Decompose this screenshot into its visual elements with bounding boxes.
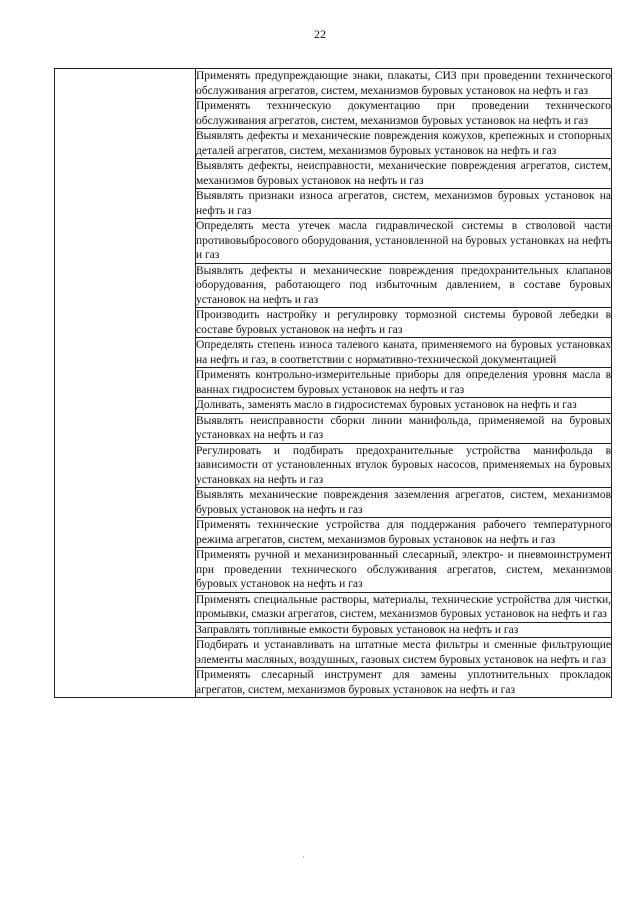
requirements-table <box>54 68 612 698</box>
requirement-text: Определять степень износа талевого каната, применяемого на буровых установках на нефть и газ, в соответствии с нормативно-технической документацией <box>196 339 611 366</box>
page-number: 22 <box>314 27 326 41</box>
requirement-text: Применять предупреждающие знаки, плакаты, СИЗ при проведении технического обслуживания агрегатов, систем, механизмов буровых установок на нефть и газ <box>196 70 611 97</box>
requirement-text: Регулировать и подбирать предохранительные устройства манифольда в зависимости от установленных втулок буровых насосов, применяемых на буровых установках на нефть и газ <box>196 444 611 486</box>
requirement-text: Выявлять дефекты и механические повреждения предохранительных клапанов оборудования, работающего под избыточным давлением, в составе буровых установок на нефть и газ <box>196 264 611 306</box>
requirement-text: Определять места утечек масла гидравлической системы в стволовой части противовыбросового оборудования, установленной на буровых установках на нефть и газ <box>196 220 611 261</box>
requirement-text: Заправлять топливные емкости буровых установок на нефть и газ <box>196 622 612 638</box>
requirement-text: Выявлять неисправности сборки линии манифольда, применяемой на буровых установках на нефть и газ <box>196 414 611 441</box>
requirement-text: Выявлять дефекты и механические повреждения кожухов, крепежных и стопорных деталей агрегатов, систем, механизмов буровых установок на нефть и газ <box>196 130 611 157</box>
requirement-text: Производить настройку и регулировку тормозной системы буровой лебедки в составе буровых установок на нефть и газ <box>196 309 611 336</box>
requirement-text: Выявлять признаки износа агрегатов, систем, механизмов буровых установок на нефть и газ <box>196 190 611 217</box>
requirement-text: Выявлять механические повреждения заземления агрегатов, систем, механизмов буровых установок на нефть и газ <box>196 489 611 516</box>
requirements-table-container <box>54 68 612 698</box>
empty-left-column-cell <box>55 69 196 698</box>
requirement-text: Подбирать и устанавливать на штатные места фильтры и сменные фильтрующие элементы масляных, воздушных, газовых систем буровых установок на нефть и газ <box>196 639 611 666</box>
requirement-text: Применять специальные растворы, материалы, технические устройства для чистки, промывки, смазки агрегатов, систем, механизмов буровых установок на нефть и газ <box>196 593 611 620</box>
footer-mark: · <box>302 852 305 862</box>
requirement-text: Доливать, заменять масло в гидросистемах буровых установок на нефть и газ <box>196 398 612 414</box>
requirements-table-body <box>55 69 612 698</box>
requirement-text: Применять ручной и механизированный слесарный, электро- и пневмоинструмент при проведении технического обслуживания агрегатов, систем, механизмов буровых установок на нефть и газ <box>196 549 611 590</box>
table-row <box>55 69 612 99</box>
requirement-text: Применять технические устройства для поддержания рабочего температурного режима агрегатов, систем, механизмов буровых установок на нефть и газ <box>196 519 611 546</box>
requirement-text: Выявлять дефекты, неисправности, механические повреждения агрегатов, систем, механизмов буровых установок на нефть и газ <box>196 160 611 187</box>
requirement-text: Применять техническую документацию при проведении технического обслуживания агрегатов, систем, механизмов буровых установок на нефть и газ <box>196 100 611 127</box>
requirement-text: Применять слесарный инструмент для замены уплотнительных прокладок агрегатов, систем, механизмов буровых установок на нефть и газ <box>196 669 611 696</box>
requirement-text: Применять контрольно-измерительные приборы для определения уровня масла в ваннах гидросистем буровых установок на нефть и газ <box>196 369 611 396</box>
